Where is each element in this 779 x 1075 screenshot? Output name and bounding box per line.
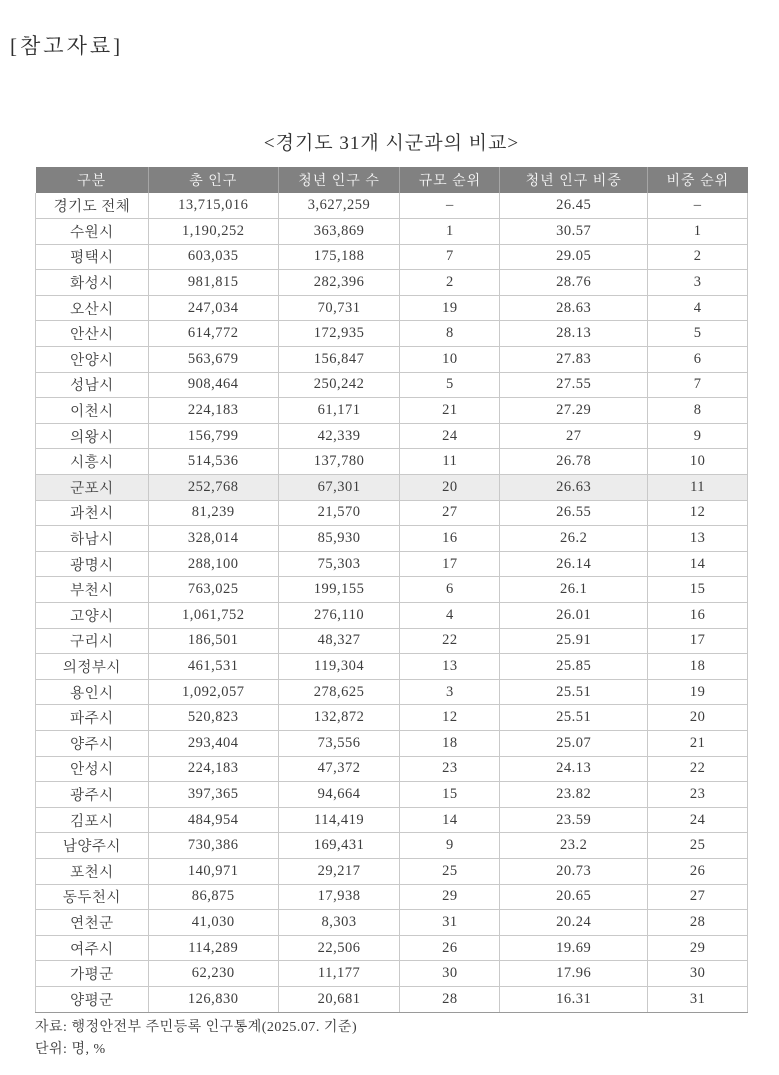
table-row	[36, 884, 748, 910]
table-cell: 2	[648, 244, 748, 270]
table-cell: 26.78	[500, 449, 648, 475]
table-row	[36, 807, 748, 833]
table-row	[36, 654, 748, 680]
table-cell: 의왕시	[36, 423, 149, 449]
table-cell: 26.14	[500, 551, 648, 577]
table-row	[36, 193, 748, 219]
table-cell: 199,155	[278, 577, 400, 603]
table-cell: 730,386	[148, 833, 278, 859]
table-cell: 94,664	[278, 782, 400, 808]
doc-label: [참고자료]	[10, 34, 124, 58]
table-cell: 경기도 전체	[36, 193, 149, 219]
table-cell: 11	[400, 449, 500, 475]
table-cell: 29,217	[278, 858, 400, 884]
table-cell: 5	[648, 321, 748, 347]
table-cell: 67,301	[278, 475, 400, 501]
table-cell: 용인시	[36, 679, 149, 705]
table-row	[36, 577, 748, 603]
table-cell: 20,681	[278, 986, 400, 1012]
table-cell: 172,935	[278, 321, 400, 347]
table-cell: 16	[400, 526, 500, 552]
table-cell: 26.01	[500, 603, 648, 629]
table-cell: 224,183	[148, 756, 278, 782]
table-row	[36, 935, 748, 961]
table-cell: 27.29	[500, 398, 648, 424]
table-row	[36, 986, 748, 1012]
table-cell: 169,431	[278, 833, 400, 859]
table-body	[36, 193, 748, 1012]
table-cell: 20	[400, 475, 500, 501]
table-cell: 156,847	[278, 347, 400, 373]
table-cell: 5	[400, 372, 500, 398]
table-cell: 부천시	[36, 577, 149, 603]
table-header-row	[36, 167, 748, 193]
table-cell: 31	[648, 986, 748, 1012]
table-cell: 포천시	[36, 858, 149, 884]
table-cell: 48,327	[278, 628, 400, 654]
table-cell: 28.13	[500, 321, 648, 347]
table-cell: 614,772	[148, 321, 278, 347]
table-row	[36, 756, 748, 782]
table-cell: 119,304	[278, 654, 400, 680]
table-cell: 연천군	[36, 910, 149, 936]
table-cell: 26.1	[500, 577, 648, 603]
table-cell: 18	[400, 730, 500, 756]
table-cell: 시흥시	[36, 449, 149, 475]
table-cell: 247,034	[148, 295, 278, 321]
table-cell: 17.96	[500, 961, 648, 987]
table-cell: 27.55	[500, 372, 648, 398]
table-cell: 23.59	[500, 807, 648, 833]
table-cell: 여주시	[36, 935, 149, 961]
table-cell: 3	[400, 679, 500, 705]
table-cell: –	[648, 193, 748, 219]
table-cell: 27.83	[500, 347, 648, 373]
table-cell: 10	[648, 449, 748, 475]
table-cell: 86,875	[148, 884, 278, 910]
table-cell: 276,110	[278, 603, 400, 629]
table-cell: 132,872	[278, 705, 400, 731]
table-cell: 28	[648, 910, 748, 936]
table-cell: 30	[648, 961, 748, 987]
table-cell: 12	[648, 500, 748, 526]
table-cell: 26	[648, 858, 748, 884]
table-cell: 19	[648, 679, 748, 705]
table-cell: 224,183	[148, 398, 278, 424]
table-cell: 61,171	[278, 398, 400, 424]
table-cell: 25.91	[500, 628, 648, 654]
table-cell: 3	[648, 270, 748, 296]
table-cell: 27	[500, 423, 648, 449]
table-header	[36, 167, 748, 193]
table-cell: 250,242	[278, 372, 400, 398]
table-cell: 26.55	[500, 500, 648, 526]
table-row	[36, 833, 748, 859]
table-cell: 288,100	[148, 551, 278, 577]
table-cell: 김포시	[36, 807, 149, 833]
table-cell: 11	[648, 475, 748, 501]
table-row	[36, 244, 748, 270]
table-cell: 10	[400, 347, 500, 373]
table-cell: 7	[648, 372, 748, 398]
table-row	[36, 628, 748, 654]
table-cell: 안성시	[36, 756, 149, 782]
table-cell: 오산시	[36, 295, 149, 321]
unit-note: 단위: 명, %	[35, 1042, 106, 1057]
table-cell: 25.85	[500, 654, 648, 680]
table-row	[36, 475, 748, 501]
table-cell: 15	[400, 782, 500, 808]
table-cell: 12	[400, 705, 500, 731]
table-cell: 1	[648, 219, 748, 245]
table-row	[36, 321, 748, 347]
table-cell: 24	[400, 423, 500, 449]
table-cell: 17	[400, 551, 500, 577]
table-cell: 47,372	[278, 756, 400, 782]
table-cell: 22,506	[278, 935, 400, 961]
table-cell: 73,556	[278, 730, 400, 756]
table-cell: 25.51	[500, 679, 648, 705]
table-cell: 화성시	[36, 270, 149, 296]
table-cell: 282,396	[278, 270, 400, 296]
table-cell: 20.73	[500, 858, 648, 884]
table-cell: 563,679	[148, 347, 278, 373]
table-cell: 514,536	[148, 449, 278, 475]
table-cell: 981,815	[148, 270, 278, 296]
table-cell: 70,731	[278, 295, 400, 321]
table-cell: 484,954	[148, 807, 278, 833]
table-cell: 광주시	[36, 782, 149, 808]
table-cell: 파주시	[36, 705, 149, 731]
table-row	[36, 551, 748, 577]
table-cell: 908,464	[148, 372, 278, 398]
table-cell: 293,404	[148, 730, 278, 756]
table-cell: 7	[400, 244, 500, 270]
table-row	[36, 679, 748, 705]
table-row	[36, 526, 748, 552]
table-cell: 14	[648, 551, 748, 577]
source-note: 자료: 행정안전부 주민등록 인구통계(2025.07. 기준)	[35, 1020, 358, 1035]
table-cell: 156,799	[148, 423, 278, 449]
table-cell: 81,239	[148, 500, 278, 526]
table-cell: 1,061,752	[148, 603, 278, 629]
table-cell: 28.63	[500, 295, 648, 321]
table-cell: 175,188	[278, 244, 400, 270]
table-cell: 42,339	[278, 423, 400, 449]
table-cell: 278,625	[278, 679, 400, 705]
table-cell: 140,971	[148, 858, 278, 884]
table-cell: 20.65	[500, 884, 648, 910]
table-cell: 양주시	[36, 730, 149, 756]
table-row	[36, 603, 748, 629]
table-cell: 75,303	[278, 551, 400, 577]
table-cell: 31	[400, 910, 500, 936]
table-cell: 21,570	[278, 500, 400, 526]
table-cell: 20	[648, 705, 748, 731]
table-cell: 평택시	[36, 244, 149, 270]
table-header-cell: 구분	[36, 167, 149, 193]
table-cell: 24.13	[500, 756, 648, 782]
table-row	[36, 500, 748, 526]
table-cell: 양평군	[36, 986, 149, 1012]
table-cell: 13	[648, 526, 748, 552]
table-cell: –	[400, 193, 500, 219]
table-cell: 25.51	[500, 705, 648, 731]
table-row	[36, 270, 748, 296]
table-cell: 9	[648, 423, 748, 449]
comparison-table	[35, 167, 748, 1013]
table-cell: 26.2	[500, 526, 648, 552]
table-cell: 763,025	[148, 577, 278, 603]
table-cell: 18	[648, 654, 748, 680]
table-cell: 4	[400, 603, 500, 629]
table-cell: 1,190,252	[148, 219, 278, 245]
table-cell: 603,035	[148, 244, 278, 270]
table-cell: 23	[648, 782, 748, 808]
table-cell: 21	[400, 398, 500, 424]
table-cell: 29	[648, 935, 748, 961]
table-cell: 25.07	[500, 730, 648, 756]
table-cell: 126,830	[148, 986, 278, 1012]
table-cell: 26.45	[500, 193, 648, 219]
table-cell: 28.76	[500, 270, 648, 296]
table-cell: 13,715,016	[148, 193, 278, 219]
table-cell: 가평군	[36, 961, 149, 987]
table-cell: 17	[648, 628, 748, 654]
table-cell: 520,823	[148, 705, 278, 731]
table-cell: 11,177	[278, 961, 400, 987]
table-header-cell: 청년 인구 수	[278, 167, 400, 193]
table-cell: 41,030	[148, 910, 278, 936]
table-cell: 137,780	[278, 449, 400, 475]
table-row	[36, 372, 748, 398]
table-row	[36, 423, 748, 449]
table-cell: 30.57	[500, 219, 648, 245]
table-cell: 252,768	[148, 475, 278, 501]
table-cell: 15	[648, 577, 748, 603]
table-cell: 수원시	[36, 219, 149, 245]
table-cell: 62,230	[148, 961, 278, 987]
table-row	[36, 782, 748, 808]
table-cell: 23.2	[500, 833, 648, 859]
table-cell: 과천시	[36, 500, 149, 526]
table-cell: 의정부시	[36, 654, 149, 680]
table-cell: 6	[400, 577, 500, 603]
table-row	[36, 858, 748, 884]
table-row	[36, 347, 748, 373]
table-cell: 안산시	[36, 321, 149, 347]
table-cell: 하남시	[36, 526, 149, 552]
table-cell: 16.31	[500, 986, 648, 1012]
table-cell: 안양시	[36, 347, 149, 373]
table-cell: 28	[400, 986, 500, 1012]
table-cell: 29	[400, 884, 500, 910]
table-header-cell: 규모 순위	[400, 167, 500, 193]
table-cell: 29.05	[500, 244, 648, 270]
table-cell: 6	[648, 347, 748, 373]
table-row	[36, 219, 748, 245]
table-cell: 24	[648, 807, 748, 833]
table-cell: 3,627,259	[278, 193, 400, 219]
table-cell: 4	[648, 295, 748, 321]
table-cell: 고양시	[36, 603, 149, 629]
table-cell: 8,303	[278, 910, 400, 936]
table-cell: 25	[648, 833, 748, 859]
table-cell: 30	[400, 961, 500, 987]
table-cell: 1,092,057	[148, 679, 278, 705]
table-row	[36, 398, 748, 424]
table-cell: 22	[400, 628, 500, 654]
comparison-table-wrap	[35, 167, 748, 1013]
table-cell: 27	[400, 500, 500, 526]
table-row	[36, 910, 748, 936]
table-cell: 20.24	[500, 910, 648, 936]
table-header-cell: 비중 순위	[648, 167, 748, 193]
table-cell: 27	[648, 884, 748, 910]
table-cell: 19	[400, 295, 500, 321]
table-cell: 25	[400, 858, 500, 884]
table-row	[36, 295, 748, 321]
table-cell: 구리시	[36, 628, 149, 654]
table-cell: 21	[648, 730, 748, 756]
table-cell: 22	[648, 756, 748, 782]
table-cell: 9	[400, 833, 500, 859]
table-cell: 26.63	[500, 475, 648, 501]
table-cell: 114,419	[278, 807, 400, 833]
table-cell: 114,289	[148, 935, 278, 961]
table-cell: 13	[400, 654, 500, 680]
table-cell: 23	[400, 756, 500, 782]
table-cell: 이천시	[36, 398, 149, 424]
table-row	[36, 449, 748, 475]
table-cell: 328,014	[148, 526, 278, 552]
table-cell: 14	[400, 807, 500, 833]
table-title: <경기도 31개 시군과의 비교>	[263, 133, 520, 154]
table-header-cell: 총 인구	[148, 167, 278, 193]
table-cell: 17,938	[278, 884, 400, 910]
table-row	[36, 730, 748, 756]
table-cell: 26	[400, 935, 500, 961]
table-cell: 363,869	[278, 219, 400, 245]
table-cell: 성남시	[36, 372, 149, 398]
table-cell: 1	[400, 219, 500, 245]
table-row	[36, 961, 748, 987]
table-cell: 397,365	[148, 782, 278, 808]
table-cell: 동두천시	[36, 884, 149, 910]
table-cell: 461,531	[148, 654, 278, 680]
table-cell: 186,501	[148, 628, 278, 654]
table-cell: 19.69	[500, 935, 648, 961]
table-cell: 16	[648, 603, 748, 629]
table-row	[36, 705, 748, 731]
table-cell: 광명시	[36, 551, 149, 577]
table-cell: 23.82	[500, 782, 648, 808]
table-header-cell: 청년 인구 비중	[500, 167, 648, 193]
table-cell: 8	[648, 398, 748, 424]
table-cell: 군포시	[36, 475, 149, 501]
table-cell: 2	[400, 270, 500, 296]
table-cell: 85,930	[278, 526, 400, 552]
table-cell: 8	[400, 321, 500, 347]
table-cell: 남양주시	[36, 833, 149, 859]
